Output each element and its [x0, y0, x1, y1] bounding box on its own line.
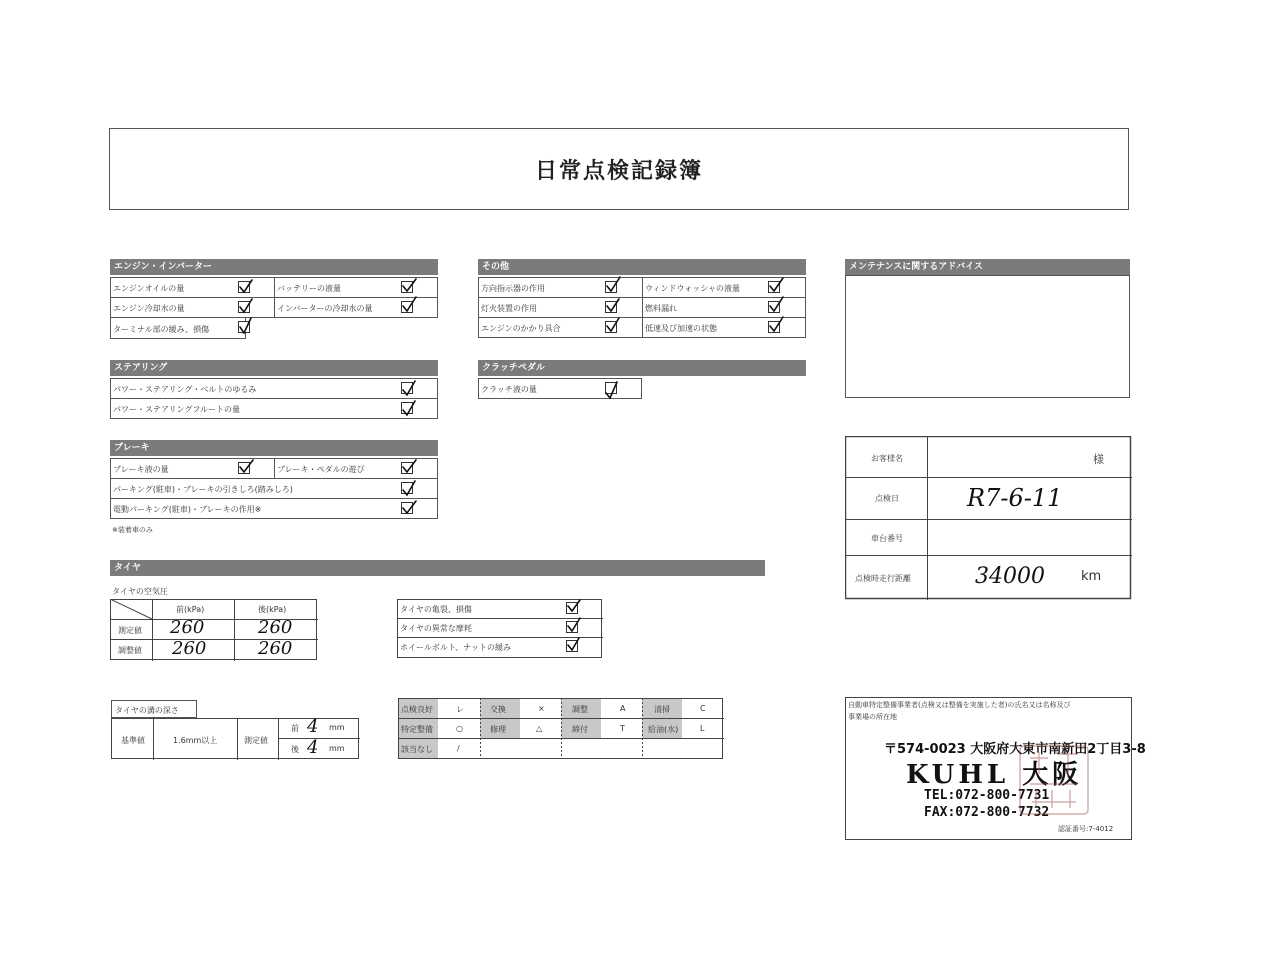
tread-label-box: [111, 700, 197, 718]
shop-box: [845, 697, 1146, 840]
engine-oil-checkbox[interactable]: [238, 281, 250, 293]
mileage-value[interactable]: 34000: [975, 564, 1045, 589]
clutch-header: クラッチペダル: [478, 360, 806, 376]
title-box: [109, 128, 1129, 210]
advice-textarea[interactable]: [845, 275, 1130, 398]
legend-special-label: 特定整備: [401, 725, 433, 734]
legend-repair-symbol: △: [536, 724, 543, 733]
legend-table: [398, 698, 724, 760]
legend-clean-symbol: C: [700, 704, 706, 713]
other-item-accel: 低速及び加速の状態: [645, 324, 717, 333]
steering-section: [110, 378, 438, 420]
tire-measured-front[interactable]: 260: [170, 617, 205, 638]
steering-belt-checkbox[interactable]: [401, 382, 413, 394]
other-section: [478, 277, 806, 339]
shop-heading-2: 事業場の所在地: [848, 713, 897, 721]
clutch-item-fluid: クラッチ液の量: [481, 385, 537, 394]
chassis-label: 車台番号: [871, 534, 903, 543]
tire-check-wear: タイヤの異常な摩耗: [400, 624, 472, 633]
tread-table: [111, 718, 360, 760]
tire-check-crack: タイヤの亀裂、損傷: [400, 605, 472, 614]
brake-pedal-checkbox[interactable]: [401, 462, 413, 474]
legend-lube-symbol: L: [700, 724, 705, 733]
legend-tighten-label: 締付: [572, 725, 588, 734]
tire-check-bolts: ホイールボルト、ナットの緩み: [400, 643, 511, 652]
shop-seal-icon: [1014, 740, 1094, 820]
engine-coolant-checkbox[interactable]: [238, 301, 250, 313]
mileage-label: 点検時走行距離: [855, 574, 911, 583]
brake-fluid-checkbox[interactable]: [238, 462, 250, 474]
brake-parking-checkbox[interactable]: [401, 482, 413, 494]
brake-electric-parking-checkbox[interactable]: [401, 502, 413, 514]
steering-item-belt: パワー・ステアリング・ベルトのゆるみ: [113, 385, 257, 394]
legend-lube-label: 給油(水): [648, 725, 679, 734]
tire-crack-checkbox[interactable]: [566, 602, 578, 614]
tire-adjusted-front[interactable]: 260: [172, 638, 207, 659]
engine-item-battery: バッテリーの液量: [277, 284, 341, 293]
other-fuel-leak-checkbox[interactable]: [768, 301, 780, 313]
tread-label: タイヤの溝の深さ: [115, 706, 179, 715]
inspection-date-value[interactable]: R7-6-11: [967, 484, 1063, 512]
clutch-section: [478, 378, 642, 399]
inspection-date-label: 点検日: [875, 494, 899, 503]
legend-replace-label: 交換: [490, 705, 506, 714]
engine-item-terminal: ターミナル部の緩み、損傷: [113, 325, 210, 334]
shop-address: 〒574-0023 大阪府大東市南新田2丁目3-8: [884, 742, 1146, 757]
legend-na-label: 該当なし: [401, 745, 433, 754]
legend-repair-label: 修理: [490, 725, 506, 734]
brake-item-pedal: ブレーキ・ペダルの遊び: [277, 465, 365, 474]
tire-row-adjusted: 調整値: [118, 646, 142, 655]
brake-section: [110, 458, 438, 520]
brake-header: ブレーキ: [110, 440, 438, 456]
engine-inverter-checkbox[interactable]: [401, 301, 413, 313]
legend-na-symbol: /: [457, 744, 460, 753]
engine-section: [110, 277, 438, 339]
tire-col-front: 前(kPa): [176, 605, 205, 614]
other-lights-checkbox[interactable]: [605, 301, 617, 313]
other-item-lights: 灯火装置の作用: [481, 304, 537, 313]
tread-rear-value[interactable]: 4: [307, 737, 319, 758]
tread-grid: [111, 718, 360, 760]
tread-measured-label: 測定値: [244, 736, 268, 745]
legend-ok-symbol: レ: [456, 705, 464, 714]
mileage-unit: km: [1081, 569, 1102, 584]
clutch-fluid-checkbox[interactable]: [605, 382, 617, 394]
legend-tighten-symbol: T: [620, 724, 625, 733]
brake-item-electric-parking: 電動パーキング(駐車)・ブレーキの作用※: [113, 505, 262, 514]
tire-wear-checkbox[interactable]: [566, 621, 578, 633]
tread-front-label: 前: [291, 724, 299, 733]
engine-item-oil: エンジンオイルの量: [113, 284, 185, 293]
tire-measured-rear[interactable]: 260: [258, 617, 293, 638]
legend-adjust-label: 調整: [572, 705, 588, 714]
tire-col-rear: 後(kPa): [258, 605, 287, 614]
tire-header: タイヤ: [110, 560, 765, 576]
legend-clean-label: 清掃: [654, 705, 670, 714]
steering-item-fluid: パワー・ステアリングフルートの量: [113, 405, 241, 414]
brake-note: ※装着車のみ: [112, 526, 153, 534]
brake-item-parking: パーキング(駐車)・ブレーキの引きしろ(踏みしろ): [113, 485, 293, 494]
other-item-engine-start: エンジンのかかり具合: [481, 324, 561, 333]
other-item-turn-signal: 方向指示器の作用: [481, 284, 545, 293]
tire-pressure-label: タイヤの空気圧: [112, 587, 168, 596]
engine-item-inverter: インバーターの冷却水の量: [277, 304, 373, 313]
tire-bolts-checkbox[interactable]: [566, 640, 578, 652]
tread-front-unit: mm: [329, 723, 345, 732]
tread-rear-label: 後: [291, 745, 299, 754]
other-item-washer: ウィンドウォッシャの液量: [645, 284, 741, 293]
other-header: その他: [478, 259, 806, 275]
shop-heading-1: 自動車特定整備事業者(点検又は整備を実施した者)の氏名又は名称及び: [848, 701, 1071, 709]
advice-header: メンテナンスに関するアドバイス: [845, 259, 1130, 275]
other-engine-start-checkbox[interactable]: [605, 321, 617, 333]
tire-row-measured: 測定値: [118, 626, 142, 635]
shop-tel: TEL:072-800-7731: [924, 788, 1050, 803]
legend-special-symbol: ○: [456, 724, 463, 733]
legend-replace-symbol: ×: [538, 704, 545, 713]
tread-standard-label: 基準値: [121, 736, 145, 745]
customer-name-suffix: 様: [1093, 453, 1104, 466]
legend-ok-label: 点検良好: [401, 705, 433, 714]
tread-standard-value: 1.6mm以上: [173, 736, 218, 745]
engine-terminal-checkbox[interactable]: [238, 321, 250, 333]
page-title: 日常点検記録簿: [534, 158, 703, 184]
engine-header: エンジン・インバーター: [110, 259, 438, 275]
customer-name-label: お客様名: [871, 454, 903, 463]
shop-fax: FAX:072-800-7732: [924, 805, 1050, 820]
tire-adjusted-rear[interactable]: 260: [258, 638, 293, 659]
engine-item-coolant: エンジン冷却水の量: [113, 304, 185, 313]
customer-info: [845, 436, 1132, 600]
tread-front-value[interactable]: 4: [307, 716, 319, 737]
shop-cert: 認証番号:7-4012: [1058, 825, 1114, 833]
brake-item-fluid: ブレーキ液の量: [113, 465, 169, 474]
other-accel-checkbox[interactable]: [768, 321, 780, 333]
legend-adjust-symbol: A: [620, 704, 626, 713]
engine-battery-checkbox[interactable]: [401, 281, 413, 293]
other-item-fuel-leak: 燃料漏れ: [645, 304, 677, 313]
shop-name: KUHL 大阪: [906, 760, 1083, 790]
other-turn-signal-checkbox[interactable]: [605, 281, 617, 293]
steering-fluid-checkbox[interactable]: [401, 402, 413, 414]
steering-header: ステアリング: [110, 360, 438, 376]
tread-rear-unit: mm: [329, 744, 345, 753]
tire-pressure-table: [110, 599, 318, 661]
other-washer-checkbox[interactable]: [768, 281, 780, 293]
